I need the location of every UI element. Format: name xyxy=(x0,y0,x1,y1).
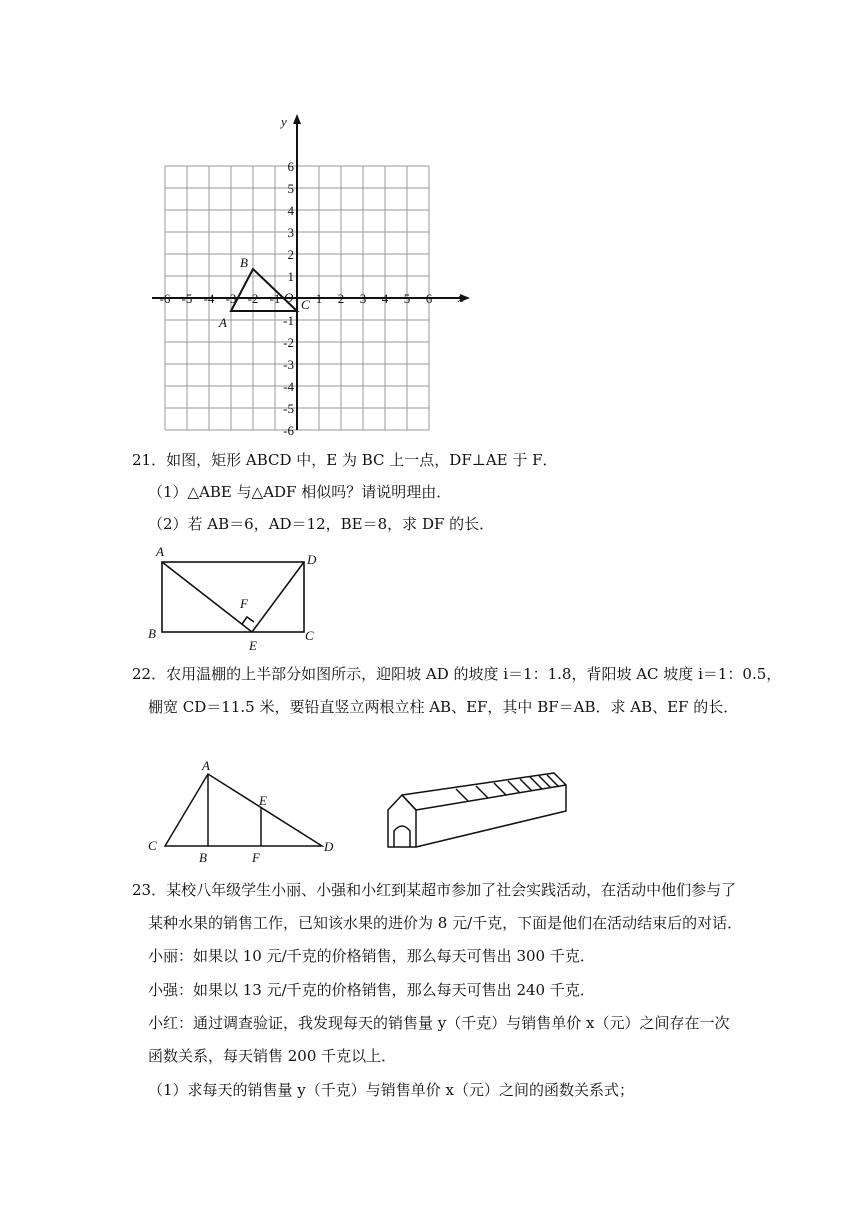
label-a: A xyxy=(156,544,164,559)
origin-label: O xyxy=(284,290,294,305)
roof-ridge xyxy=(402,795,416,810)
y-tick-label: 5 xyxy=(287,181,294,196)
x-tick-label: -6 xyxy=(159,291,171,306)
y-tick-label: -5 xyxy=(283,401,294,416)
q23-line6: 函数关系，每天销售 200 千克以上． xyxy=(148,1047,397,1065)
label-b: B xyxy=(148,626,156,641)
coordinate-grid-figure xyxy=(140,108,480,438)
right-angle-mark xyxy=(242,617,254,624)
label-f: F xyxy=(240,596,248,611)
segment-de xyxy=(252,562,304,632)
x-tick-label: 1 xyxy=(315,291,323,306)
point-b-label: B xyxy=(240,255,248,270)
x-tick-label: -5 xyxy=(181,291,193,306)
greenhouse-illustration xyxy=(380,765,575,855)
q21-stem: 21．如图，矩形 ABCD 中，E 为 BC 上一点，DF⊥AE 于 F． xyxy=(132,451,558,469)
point-a-label: A xyxy=(219,315,227,330)
x-axis-label: x xyxy=(458,290,464,305)
roof-front xyxy=(416,785,566,847)
segment-ae xyxy=(162,562,252,632)
q21-part1: （1）△ABE 与△ADF 相似吗？请说明理由． xyxy=(148,483,452,501)
q23-line4: 小强：如果以 13 元/千克的价格销售，那么每天可售出 240 千克． xyxy=(148,981,595,999)
front-gable xyxy=(388,795,416,847)
label-f: F xyxy=(252,850,260,865)
x-tick-label: 4 xyxy=(381,291,389,306)
q23-line2: 某种水果的销售工作，已知该水果的进价为 8 元/千克，下面是他们在活动结束后的对话． xyxy=(148,914,743,932)
q23-line3: 小丽：如果以 10 元/千克的价格销售，那么每天可售出 300 千克． xyxy=(148,947,595,965)
rectangle-abcd-figure xyxy=(140,540,330,655)
greenhouse-cross-section-figure xyxy=(140,760,350,870)
q21-part2: （2）若 AB＝6，AD＝12，BE＝8，求 DF 的长． xyxy=(148,515,495,533)
y-tick-label: 2 xyxy=(287,247,294,262)
q22-line1: 22．农用温棚的上半部分如图所示，迎阳坡 AD 的坡度 i＝1：1.8，背阳坡 AC 坡度 i＝1：0.5， xyxy=(132,665,782,683)
y-axis-label: y xyxy=(281,114,287,129)
q23-line7: （1）求每天的销售量 y（千克）与销售单价 x（元）之间的函数关系式； xyxy=(148,1081,635,1099)
q23-line1: 23．某校八年级学生小丽、小强和小红到某超市参加了社会实践活动，在活动中他们参与了 xyxy=(132,881,737,899)
y-tick-label: -2 xyxy=(283,335,294,350)
rectangle-abcd xyxy=(162,562,304,632)
y-tick-label: 6 xyxy=(287,159,294,174)
label-e: E xyxy=(249,638,257,653)
label-d: D xyxy=(307,552,317,567)
x-tick-label: 5 xyxy=(403,291,411,306)
point-c-label: C xyxy=(301,297,310,312)
y-tick-label: 3 xyxy=(287,225,294,240)
label-b: B xyxy=(199,850,207,865)
triangle-acd xyxy=(165,774,322,846)
x-tick-label: -2 xyxy=(247,291,259,306)
x-tick-label: 6 xyxy=(425,291,433,306)
y-tick-label: 4 xyxy=(287,203,294,218)
label-d: D xyxy=(324,839,334,854)
y-tick-label: -6 xyxy=(283,423,294,438)
label-c: C xyxy=(305,628,314,643)
roof-back xyxy=(402,773,566,795)
y-tick-label: 1 xyxy=(287,269,294,284)
x-tick-label: 2 xyxy=(337,291,345,306)
front-door xyxy=(394,826,410,847)
y-axis-arrow xyxy=(293,114,301,124)
label-c: C xyxy=(148,838,157,853)
x-tick-label: 3 xyxy=(359,291,367,306)
x-tick-label: -4 xyxy=(203,291,215,306)
x-tick-label: -1 xyxy=(269,291,281,306)
y-tick-label: -1 xyxy=(283,313,294,328)
label-e: E xyxy=(259,793,267,808)
q22-line2: 棚宽 CD＝11.5 米，要铅直竖立两根立柱 AB、EF，其中 BF＝AB．求 AB、EF 的长． xyxy=(148,698,739,716)
y-tick-label: -4 xyxy=(283,379,294,394)
q23-line5: 小红：通过调查验证，我发现每天的销售量 y（千克）与销售单价 x（元）之间存在一次 xyxy=(148,1014,730,1032)
y-tick-label: -3 xyxy=(283,357,294,372)
x-tick-label: -3 xyxy=(225,291,237,306)
label-a: A xyxy=(202,760,210,773)
